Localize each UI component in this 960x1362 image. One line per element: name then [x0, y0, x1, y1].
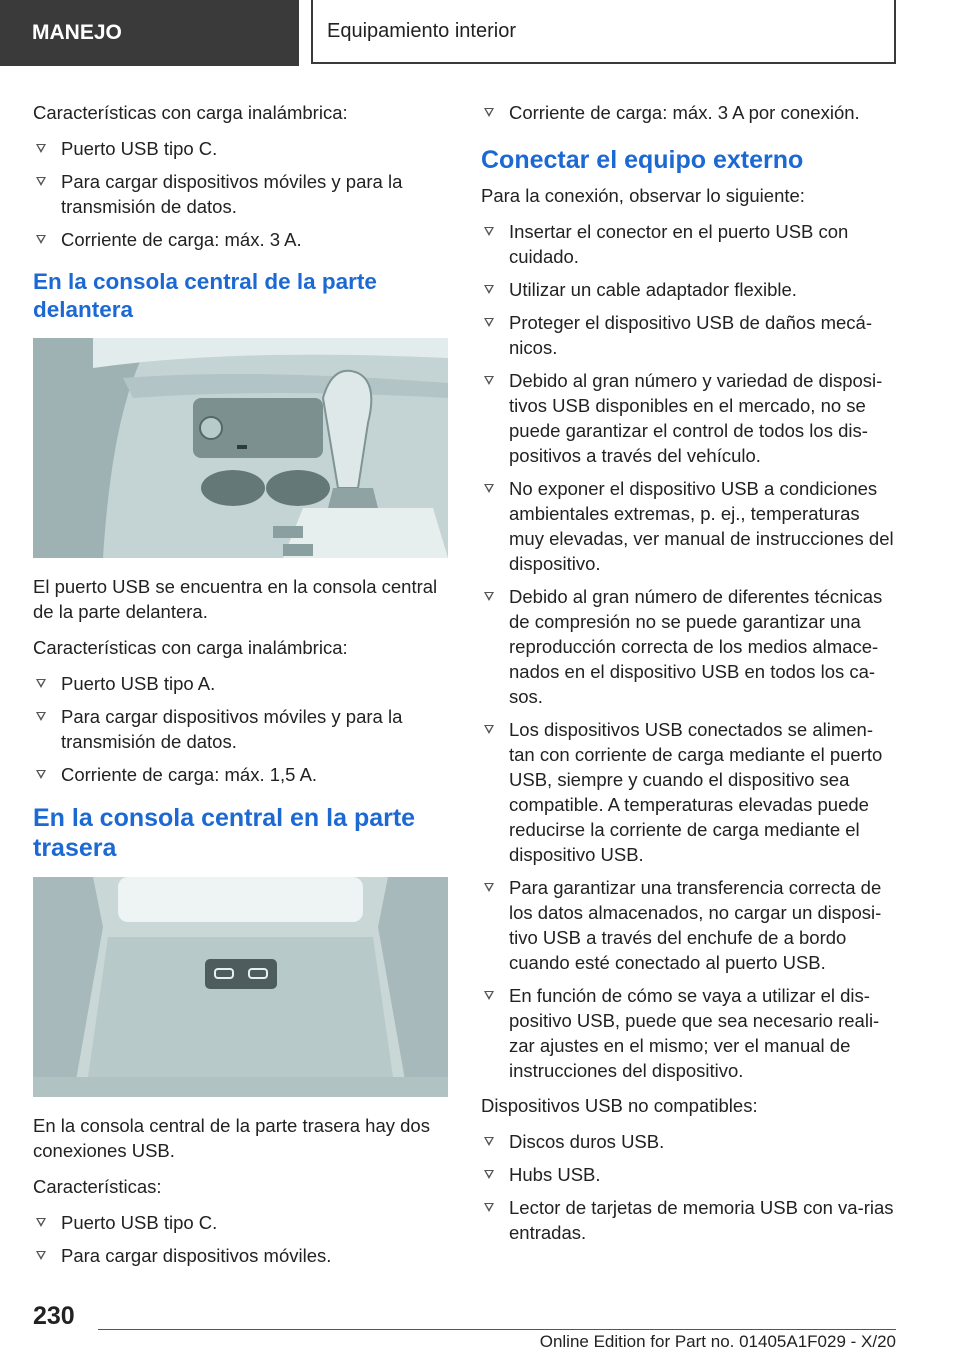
- list-item: [481, 1195, 897, 1245]
- list-item-text: Corriente de carga: máx. 1,5 A.: [61, 764, 318, 785]
- list-item: [481, 100, 897, 125]
- page-footer: [0, 1295, 960, 1362]
- list-item-text: Corriente de carga: máx. 3 A por conexión.: [509, 102, 860, 123]
- left-column: [33, 100, 448, 1278]
- intro-text: Características con carga inalámbrica:: [33, 102, 348, 123]
- list-item: [33, 1243, 448, 1268]
- bullet-triangle-icon: [36, 679, 46, 688]
- bullet-triangle-icon: [36, 770, 46, 779]
- list-item: [481, 983, 897, 1083]
- list-item-text: Para garantizar una transferencia correcta de los datos almacenados, no cargar un disposi-tivo USB a través del enchufe de a bordo cuando esté conectado al puerto USB.: [509, 877, 882, 973]
- bullet-triangle-icon: [484, 318, 494, 327]
- front-console-photo: [33, 338, 448, 558]
- list-item-text: Proteger el dispositivo USB de daños mecá-nicos.: [509, 312, 872, 358]
- bullet-triangle-icon: [484, 376, 494, 385]
- list-item-text: Lector de tarjetas de memoria USB con va-rias entradas.: [509, 1197, 894, 1243]
- list-item-text: Debido al gran número y variedad de disposi-tivos USB disponibles en el mercado, no se puede garantizar el control de todos los dis-positivos a través del vehículo.: [509, 370, 883, 466]
- page-number: 230: [33, 1302, 75, 1330]
- edition-text: Online Edition for Part no. 01405A1F029 - X/20: [539, 1332, 896, 1351]
- list-item-text: No exponer el dispositivo USB a condiciones ambientales extremas, p. ej., temperaturas muy elevadas, ver manual de instrucciones del dispositivo.: [509, 478, 894, 574]
- bullet-triangle-icon: [484, 592, 494, 601]
- right-column: [481, 100, 897, 1255]
- bullet-triangle-icon: [484, 1137, 494, 1146]
- rear-console-caption: En la consola central de la parte trasera hay dos conexiones USB.: [33, 1115, 430, 1161]
- bullet-triangle-icon: [36, 1218, 46, 1227]
- section-tab: MANEJO: [0, 0, 299, 66]
- footer-rule: [98, 1329, 896, 1330]
- list-item: [481, 875, 897, 975]
- intro-list: [33, 136, 448, 252]
- bullet-triangle-icon: [484, 725, 494, 734]
- list-item-text: Puerto USB tipo A.: [61, 673, 216, 694]
- list-item: [33, 762, 448, 787]
- list-item-text: Hubs USB.: [509, 1164, 601, 1185]
- rear-console-text: Características:: [33, 1176, 162, 1197]
- list-item-text: En función de cómo se vaya a utilizar el dis-positivo USB, puede que sea necesario reali-zar ajustes en el mismo; ver el manual de instrucciones del dispositivo.: [509, 985, 880, 1081]
- list-item: [33, 704, 448, 754]
- connect-device-heading: Conectar el equipo externo: [481, 146, 804, 174]
- bullet-triangle-icon: [484, 883, 494, 892]
- list-item: [481, 476, 897, 576]
- list-item: [481, 277, 897, 302]
- bullet-triangle-icon: [484, 484, 494, 493]
- rear-console-photo: [33, 877, 448, 1097]
- list-item-text: Puerto USB tipo C.: [61, 1212, 218, 1233]
- list-item: [33, 1210, 448, 1235]
- page-header: [0, 0, 960, 66]
- list-item-text: Para cargar dispositivos móviles.: [61, 1245, 332, 1266]
- front-console-heading: En la consola central de la parte delantera: [33, 269, 377, 322]
- list-item-text: Insertar el conector en el puerto USB con cuidado.: [509, 221, 849, 267]
- list-item: [33, 169, 448, 219]
- list-item-text: Debido al gran número de diferentes técnicas de compresión no se puede garantizar una reproducción correcta de los medios almace-nados en el dispositivo USB en todos los ca-sos.: [509, 586, 883, 707]
- list-item: [481, 219, 897, 269]
- connect-intro: Para la conexión, observar lo siguiente:: [481, 185, 805, 206]
- list-item-text: Los dispositivos USB conectados se alimen-tan con corriente de carga mediante el puerto USB, siempre y cuando el dispositivo sea compatible. A temperaturas elevadas puede reducirse la corriente de carga mediante el dispositivo USB.: [509, 719, 883, 865]
- front-console-list: [33, 671, 448, 787]
- incompatible-text: Dispositivos USB no compatibles:: [481, 1095, 758, 1116]
- list-item: [33, 227, 448, 252]
- list-item-text: Para cargar dispositivos móviles y para la transmisión de datos.: [61, 171, 403, 217]
- list-item-text: Discos duros USB.: [509, 1131, 665, 1152]
- bullet-triangle-icon: [36, 712, 46, 721]
- bullet-triangle-icon: [484, 1203, 494, 1212]
- front-console-caption: El puerto USB se encuentra en la consola central de la parte delantera.: [33, 576, 438, 622]
- list-item-text: Puerto USB tipo C.: [61, 138, 218, 159]
- incompatible-list: [481, 1129, 897, 1245]
- bullet-triangle-icon: [484, 991, 494, 1000]
- chapter-title: Equipamiento interior: [311, 0, 896, 64]
- bullet-triangle-icon: [484, 285, 494, 294]
- bullet-triangle-icon: [36, 235, 46, 244]
- bullet-triangle-icon: [36, 177, 46, 186]
- list-item: [481, 584, 897, 709]
- rear-console-heading: En la consola central en la parte trasera: [33, 804, 416, 862]
- bullet-triangle-icon: [484, 108, 494, 117]
- list-item: [481, 1129, 897, 1154]
- bullet-triangle-icon: [484, 227, 494, 236]
- list-item: [33, 136, 448, 161]
- list-item-text: Utilizar un cable adaptador flexible.: [509, 279, 797, 300]
- rear-console-list: [33, 1210, 448, 1268]
- front-console-text: Características con carga inalámbrica:: [33, 637, 348, 658]
- list-item: [33, 671, 448, 696]
- connect-list: [481, 219, 897, 1083]
- list-item-text: Corriente de carga: máx. 3 A.: [61, 229, 302, 250]
- bullet-triangle-icon: [36, 144, 46, 153]
- bullet-triangle-icon: [36, 1251, 46, 1260]
- list-item: [481, 368, 897, 468]
- bullet-triangle-icon: [484, 1170, 494, 1179]
- list-item: [481, 310, 897, 360]
- list-item: [481, 1162, 897, 1187]
- list-item: [481, 717, 897, 867]
- continued-list: [481, 100, 897, 125]
- list-item-text: Para cargar dispositivos móviles y para la transmisión de datos.: [61, 706, 403, 752]
